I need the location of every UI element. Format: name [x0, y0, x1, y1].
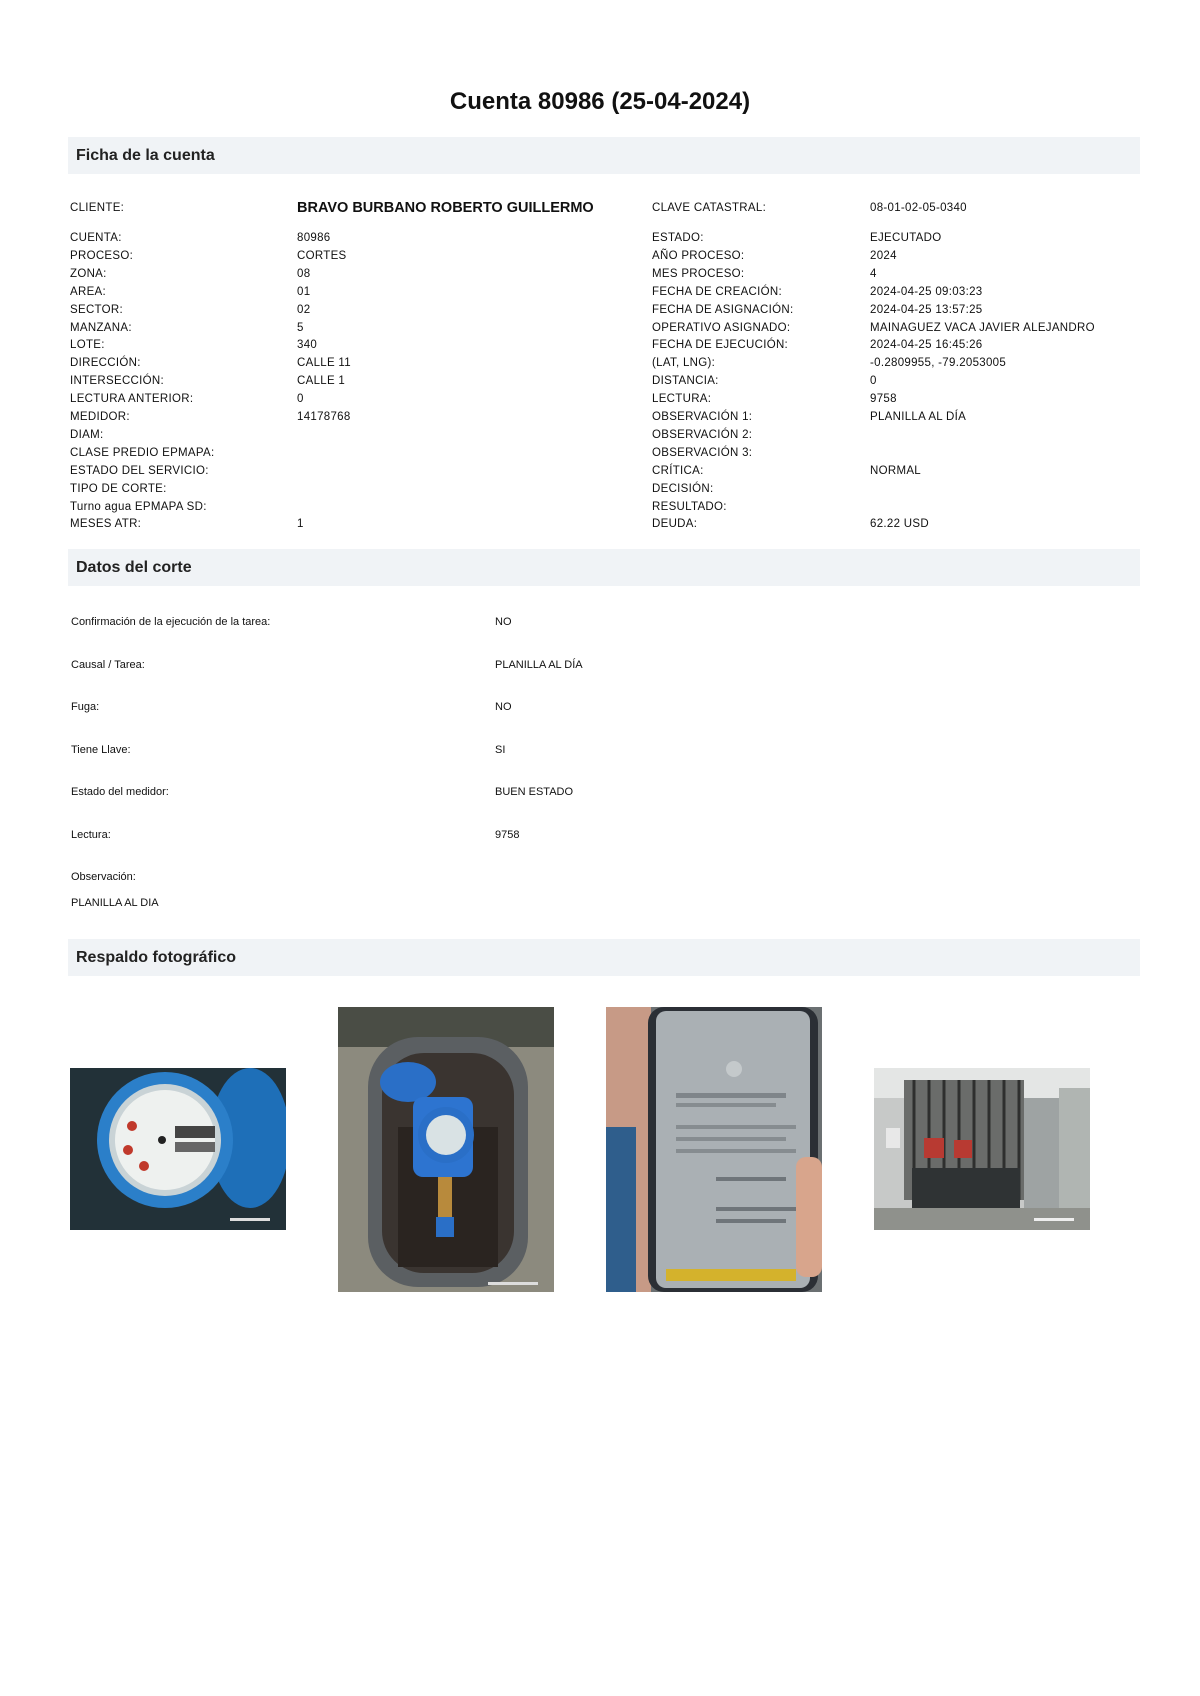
field-label: MEDIDOR:: [70, 411, 130, 423]
corte-value: 9758: [495, 828, 520, 841]
field-value: 80986: [297, 232, 331, 244]
water-meter-closeup-photo[interactable]: [70, 1068, 286, 1230]
field-value: 1: [297, 518, 304, 531]
field-value: 2024: [870, 249, 897, 262]
field-label: SECTOR:: [70, 303, 124, 316]
section-title: Datos del corte: [76, 559, 192, 576]
field-label: OPERATIVO ASIGNADO:: [652, 321, 791, 334]
field-label: DISTANCIA:: [652, 375, 719, 388]
field-label: DEUDA:: [652, 518, 698, 531]
field-label: LECTURA ANTERIOR:: [70, 393, 194, 406]
cliente-value: BRAVO BURBANO ROBERTO GUILLERMO: [297, 200, 594, 216]
corte-label: Tiene Llave:: [71, 743, 131, 756]
field-label: Turno agua EPMAPA SD:: [70, 500, 207, 513]
field-label: DECISIÓN:: [652, 482, 714, 495]
field-value: NORMAL: [870, 464, 922, 477]
field-label: LOTE:: [70, 339, 105, 352]
field-value: 62.22 USD: [870, 518, 929, 531]
field-value: 4: [870, 267, 877, 280]
field-label: FECHA DE EJECUCIÓN:: [652, 339, 789, 352]
field-value: 02: [297, 303, 311, 316]
field-label: MANZANA:: [70, 321, 132, 334]
field-label: OBSERVACIÓN 2:: [652, 428, 753, 441]
field-label: CUENTA:: [70, 232, 122, 244]
field-label: (LAT, LNG):: [652, 357, 716, 370]
field-value: -0.2809955, -79.2053005: [870, 357, 1007, 370]
field-value: 2024-04-25 16:45:26: [870, 339, 983, 352]
cliente-label: CLIENTE:: [70, 202, 125, 214]
corte-value: SI: [495, 743, 506, 756]
field-label: LECTURA:: [652, 393, 712, 406]
field-value: 340: [297, 339, 318, 352]
field-label: OBSERVACIÓN 1:: [652, 411, 753, 423]
section-header-corte: [68, 549, 1140, 586]
corte-label: Fuga:: [71, 701, 100, 713]
clave-catastral-value: 08-01-02-05-0340: [870, 202, 967, 214]
section-title: Ficha de la cuenta: [76, 147, 215, 164]
field-label: CLASE PREDIO EPMAPA:: [70, 446, 215, 459]
field-value: 0: [297, 393, 304, 406]
observacion-label: Observación:: [71, 871, 136, 883]
field-label: FECHA DE ASIGNACIÓN:: [652, 303, 794, 316]
field-label: DIRECCIÓN:: [70, 357, 141, 370]
field-label: AÑO PROCESO:: [652, 249, 745, 262]
field-value: MAINAGUEZ VACA JAVIER ALEJANDRO: [870, 321, 1095, 334]
field-label: DIAM:: [70, 428, 104, 441]
field-value: 2024-04-25 13:57:25: [870, 303, 983, 316]
section-header-ficha: [68, 137, 1140, 174]
field-label: ZONA:: [70, 267, 107, 280]
field-value: 01: [297, 285, 311, 298]
field-value: 9758: [870, 393, 897, 406]
corte-value: NO: [495, 616, 512, 628]
corte-label: Confirmación de la ejecución de la tarea:: [71, 616, 271, 628]
corte-label: Estado del medidor:: [71, 786, 169, 798]
field-label: INTERSECCIÓN:: [70, 375, 164, 388]
field-value: 5: [297, 321, 304, 334]
field-value: 08: [297, 267, 311, 280]
corte-label: Lectura:: [71, 828, 111, 841]
field-value: 0: [870, 375, 877, 388]
corte-label: Causal / Tarea:: [71, 658, 145, 671]
field-label: ESTADO DEL SERVICIO:: [70, 464, 209, 477]
phone-screen-photo[interactable]: [606, 1007, 822, 1292]
field-label: MES PROCESO:: [652, 267, 745, 280]
field-value: CALLE 11: [297, 357, 351, 370]
house-facade-photo[interactable]: [874, 1068, 1090, 1230]
meter-box-photo[interactable]: [338, 1007, 554, 1292]
field-value: CALLE 1: [297, 375, 346, 388]
field-value: 14178768: [297, 411, 351, 423]
field-value: CORTES: [297, 249, 347, 262]
field-label: FECHA DE CREACIÓN:: [652, 285, 783, 298]
section-header-fotos: [68, 939, 1140, 976]
field-label: TIPO DE CORTE:: [70, 482, 167, 495]
section-title: Respaldo fotográfico: [76, 949, 237, 966]
field-value: 2024-04-25 09:03:23: [870, 285, 983, 298]
field-label: AREA:: [70, 285, 107, 298]
corte-value: NO: [495, 701, 512, 713]
field-value: PLANILLA AL DÍA: [870, 411, 967, 423]
field-label: OBSERVACIÓN 3:: [652, 446, 753, 459]
page-title: Cuenta 80986 (25-04-2024): [449, 88, 751, 115]
field-label: MESES ATR:: [70, 518, 142, 531]
field-label: RESULTADO:: [652, 500, 727, 513]
corte-value: BUEN ESTADO: [495, 786, 574, 798]
field-label: CRÍTICA:: [652, 464, 704, 477]
clave-catastral-label: CLAVE CATASTRAL:: [652, 202, 767, 214]
observacion-value: PLANILLA AL DIA: [71, 897, 159, 909]
field-label: ESTADO:: [652, 232, 704, 244]
field-value: EJECUTADO: [870, 232, 942, 244]
field-label: PROCESO:: [70, 249, 134, 262]
corte-value: PLANILLA AL DÍA: [495, 658, 583, 671]
